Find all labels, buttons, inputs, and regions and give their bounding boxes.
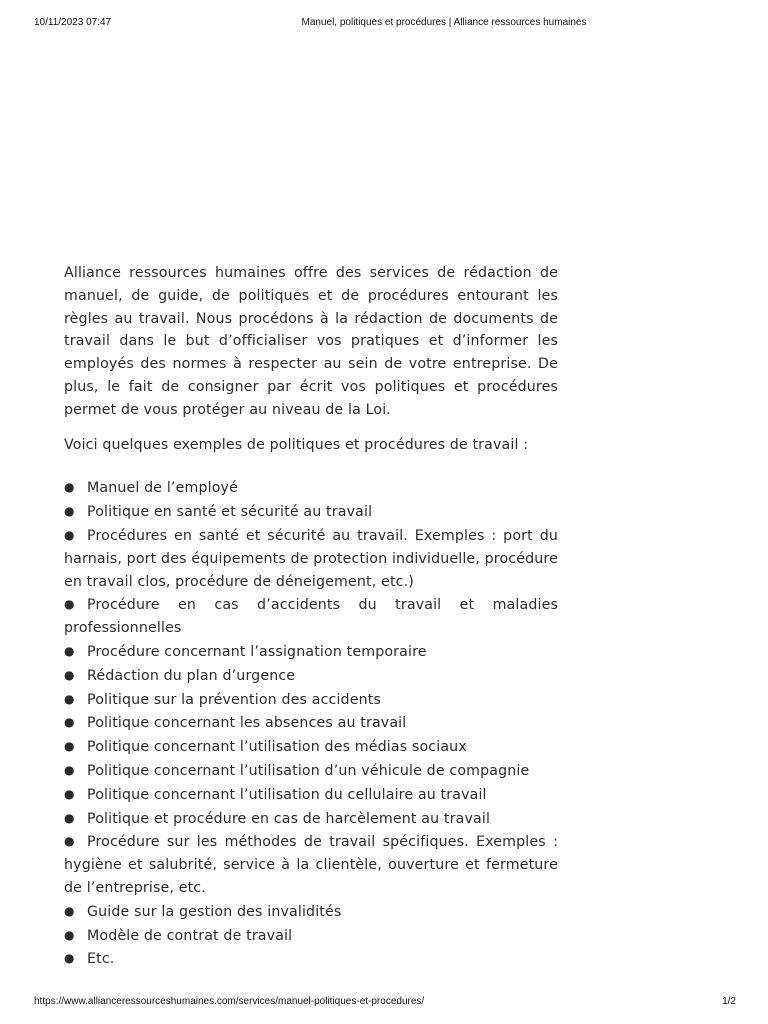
- list-item-text: Guide sur la gestion des invalidités: [87, 903, 342, 920]
- document-body: [64, 262, 558, 971]
- intro-paragraph: Alliance ressources humaines offre des services de rédaction de manuel, de guide, de politiques et de procédures entourant les règles au travail. Nous procédons à la rédaction de documents de travail dans le but d’officialiser vos pratiques et d’informer les employés des normes à respecter au sein de votre entreprise. De plus, le fait de consigner par écrit vos politiques et procédures permet de vous protéger au niveau de la Loi.: [64, 265, 558, 418]
- list-intro-paragraph: Voici quelques exemples de politiques et procédures de travail :: [64, 436, 529, 453]
- bullet-icon: ●: [64, 527, 75, 542]
- list-item: [64, 924, 558, 948]
- list-item: [64, 688, 558, 712]
- list-item: [64, 807, 558, 831]
- list-item-text: Politique concernant l’utilisation du cellulaire au travail: [87, 786, 487, 803]
- list-item: [64, 711, 558, 735]
- list-item-text: Politique en santé et sécurité au travail: [87, 504, 373, 521]
- list-item-text: Politique concernant l’utilisation des médias sociaux: [87, 739, 467, 756]
- print-url[interactable]: https://www.allianceressourceshumaines.com/services/manuel-politiques-et-procedures/: [34, 996, 425, 1007]
- list-item: [64, 947, 558, 971]
- list-item-text: Manuel de l’employé: [87, 480, 238, 497]
- bullet-icon: ●: [64, 927, 75, 942]
- list-item-text: Rédaction du plan d’urgence: [87, 667, 296, 684]
- bullet-icon: ●: [64, 762, 75, 777]
- list-item: [64, 830, 558, 899]
- print-page-title: Manuel, politiques et procédures | Alliance ressources humaines: [301, 17, 587, 28]
- list-item: [64, 524, 558, 593]
- bullet-icon: ●: [64, 810, 75, 825]
- bullet-icon: ●: [64, 691, 75, 706]
- bullet-icon: ●: [64, 951, 75, 966]
- list-item: [64, 476, 558, 500]
- list-item-text: Procédures en santé et sécurité au travail. Exemples : port du harnais, port des équipements de protection individuelle, procédure en travail clos, procédure de déneigement, etc.): [64, 527, 558, 590]
- print-footer: [0, 996, 768, 1010]
- bullet-icon: ●: [64, 480, 75, 495]
- bullet-icon: ●: [64, 786, 75, 801]
- bullet-icon: ●: [64, 643, 75, 658]
- bullet-icon: ●: [64, 667, 75, 682]
- list-item: [64, 783, 558, 807]
- list-item: [64, 500, 558, 524]
- bullet-icon: ●: [64, 903, 75, 918]
- list-item: [64, 640, 558, 664]
- list-item: [64, 900, 558, 924]
- print-header: [0, 17, 768, 31]
- bullet-icon: ●: [64, 715, 75, 730]
- page-number: 1/2: [722, 996, 736, 1007]
- list-item-text: Procédure sur les méthodes de travail spécifiques. Exemples : hygiène et salubrité, service à la clientèle, ouverture et fermeture de l’entreprise, etc.: [64, 834, 558, 896]
- bullet-icon: ●: [64, 597, 75, 612]
- list-item-text: Modèle de contrat de travail: [87, 927, 293, 944]
- examples-list: [64, 476, 558, 971]
- list-item: [64, 593, 558, 640]
- list-item-text: Politique et procédure en cas de harcèlement au travail: [87, 810, 491, 827]
- list-item: [64, 664, 558, 688]
- list-item-text: Procédure en cas d’accidents du travail et maladies professionnelles: [64, 597, 558, 637]
- list-item: [64, 759, 558, 783]
- bullet-icon: ●: [64, 504, 75, 519]
- list-item-text: Etc.: [87, 951, 115, 968]
- print-timestamp: 10/11/2023 07:47: [34, 17, 112, 28]
- list-item-text: Politique concernant l’utilisation d’un véhicule de compagnie: [87, 762, 530, 779]
- list-item-text: Politique sur la prévention des accidents: [87, 691, 381, 708]
- list-item: [64, 735, 558, 759]
- bullet-icon: ●: [64, 739, 75, 754]
- list-item-text: Procédure concernant l’assignation temporaire: [87, 643, 427, 660]
- list-item-text: Politique concernant les absences au travail: [87, 715, 407, 732]
- bullet-icon: ●: [64, 834, 75, 849]
